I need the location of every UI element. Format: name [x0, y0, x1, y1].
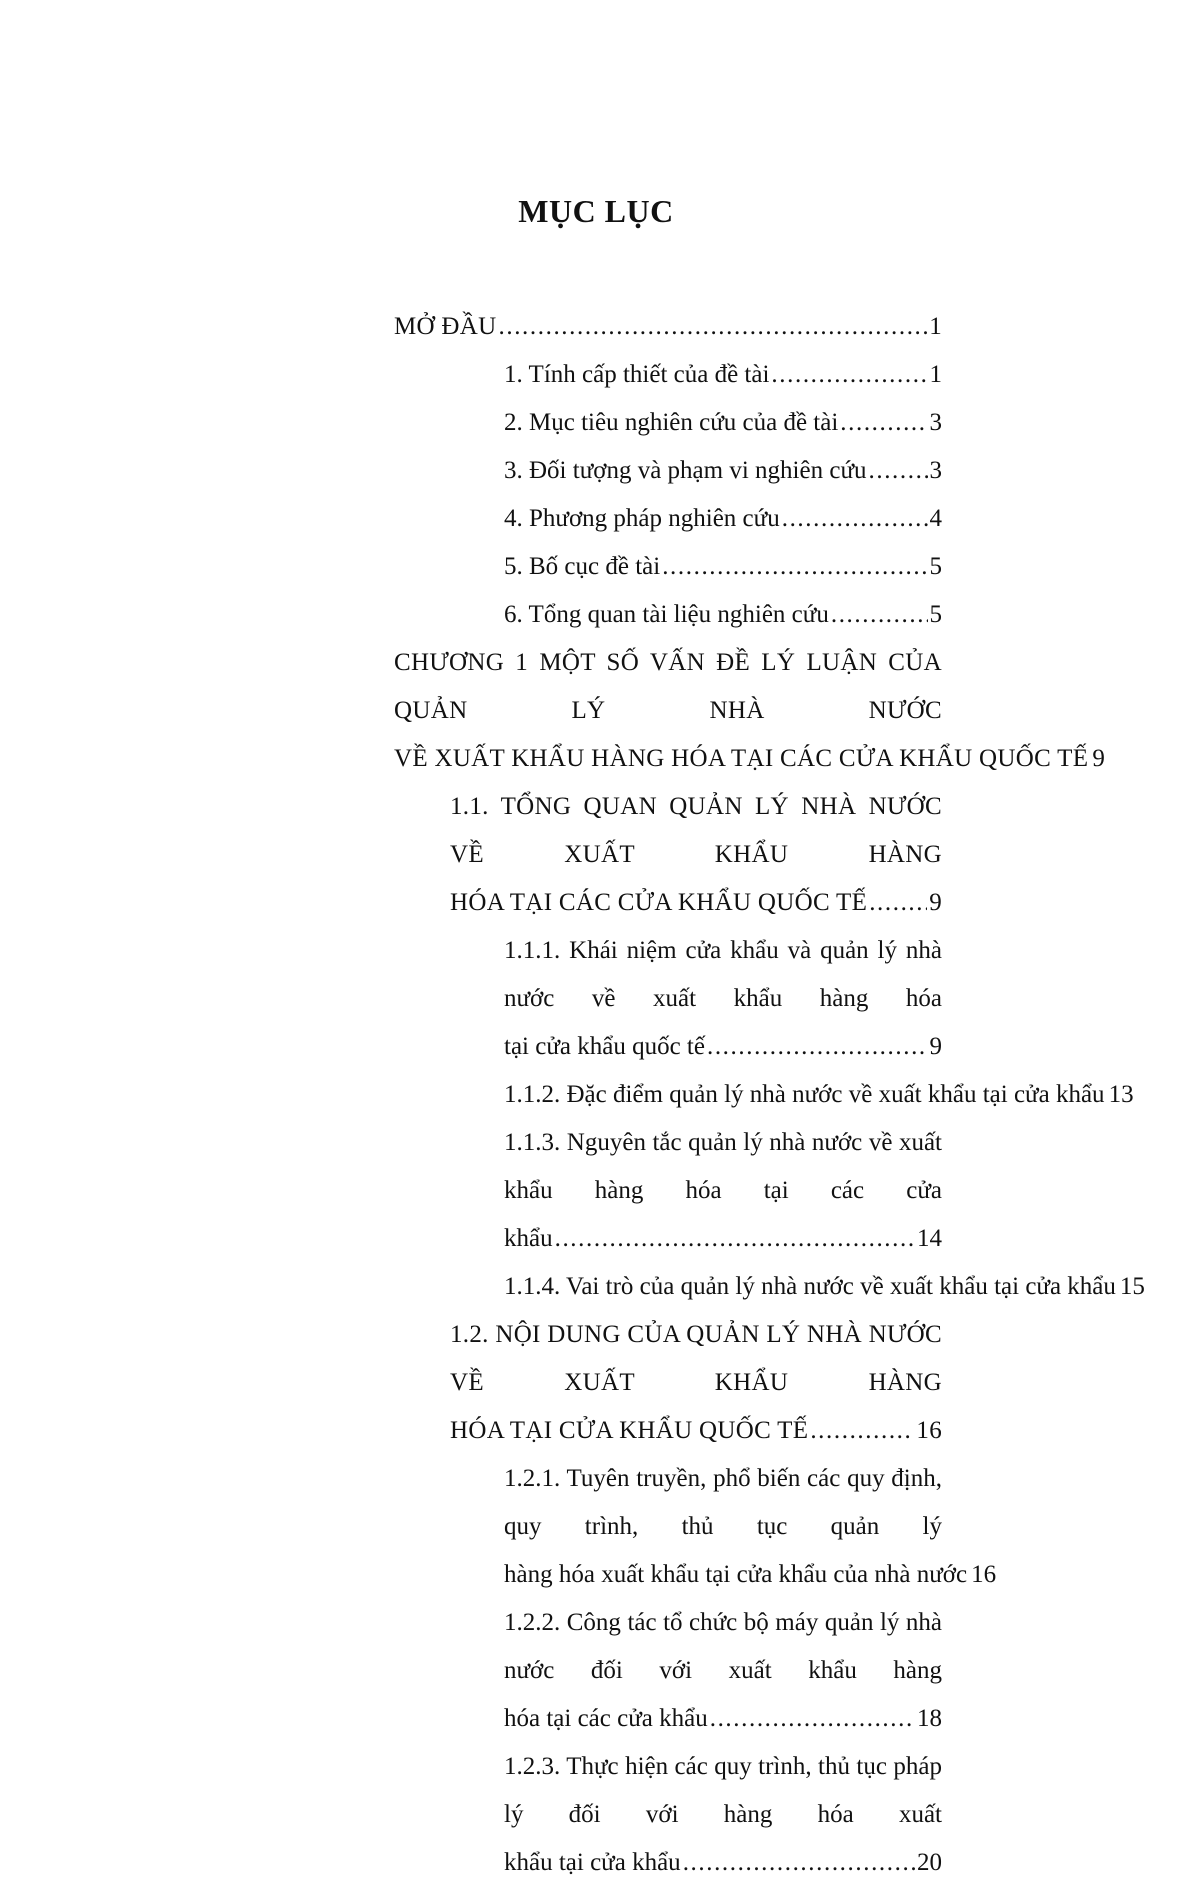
- toc-entry-last-line: [252, 1551, 1067, 1599]
- toc-entry[interactable]: [0, 783, 1192, 927]
- toc-page-number: 1: [929, 361, 942, 388]
- toc-entry-title: 2. Mục tiêu nghiên cứu của đề tài: [504, 409, 839, 436]
- toc-page-number: 9: [929, 1033, 942, 1060]
- toc-entry[interactable]: [0, 1311, 1192, 1455]
- toc-entry[interactable]: [0, 639, 1192, 783]
- toc-leader-dots: [810, 1407, 914, 1455]
- toc-entry-last-line: [252, 591, 1067, 639]
- toc-entry-text-line: 1.2. NỘI DUNG CỦA QUẢN LÝ NHÀ NƯỚC VỀ XUẤT KHẨU HÀNG: [450, 1321, 942, 1396]
- toc-leader-dots: [710, 1695, 915, 1743]
- toc-page-number: 9: [1092, 745, 1106, 772]
- page-title: MỤC LỤC: [518, 193, 674, 229]
- toc-page-number: 5: [929, 553, 942, 580]
- toc-page-number: 20: [917, 1849, 942, 1876]
- toc-entry-last-line: [252, 1023, 1067, 1071]
- toc-leader-dots: [499, 303, 928, 351]
- toc-page-number: 16: [971, 1561, 997, 1588]
- table-of-contents: [0, 303, 1192, 1887]
- toc-leader-dots: [771, 351, 927, 399]
- toc-leader-dots: [555, 1215, 915, 1263]
- toc-leader-dots: [869, 447, 928, 495]
- toc-entry[interactable]: [0, 927, 1192, 1071]
- toc-entry-title: 5. Bố cục đề tài: [504, 553, 661, 580]
- toc-entry-title: HÓA TẠI CÁC CỬA KHẨU QUỐC TẾ: [450, 889, 868, 916]
- toc-entry-last-line: [252, 399, 1067, 447]
- toc-entry-last-line: [197, 735, 1106, 783]
- toc-page-number: 5: [929, 601, 942, 628]
- toc-entry-text-line: 1.2.2. Công tác tổ chức bộ máy quản lý nhà nước đối với xuất khẩu hàng: [504, 1609, 942, 1684]
- toc-entry[interactable]: [0, 1599, 1192, 1743]
- toc-page-number: 18: [917, 1705, 942, 1732]
- toc-page-number: 1: [929, 313, 942, 340]
- toc-page-number: 9: [929, 889, 942, 916]
- toc-entry-title: HÓA TẠI CỬA KHẨU QUỐC TẾ: [450, 1417, 809, 1444]
- toc-page-number: 15: [1119, 1273, 1145, 1300]
- toc-entry-title: 1.1.4. Vai trò của quản lý nhà nước về xuất khẩu tại cửa khẩu: [504, 1273, 1116, 1300]
- toc-entry-text-line: 1.1.1. Khái niệm cửa khẩu và quản lý nhà nước về xuất khẩu hàng hóa: [504, 937, 942, 1012]
- toc-entry-last-line: [252, 1695, 1067, 1743]
- toc-entry[interactable]: [0, 495, 1192, 543]
- toc-entry[interactable]: [0, 543, 1192, 591]
- toc-entry-title: VỀ XUẤT KHẨU HÀNG HÓA TẠI CÁC CỬA KHẨU QUỐC TẾ: [394, 745, 1089, 772]
- toc-page-number: 4: [929, 505, 942, 532]
- toc-entry[interactable]: [0, 399, 1192, 447]
- toc-leader-dots: [707, 1023, 928, 1071]
- toc-entry-text-line: 1.1. TỔNG QUAN QUẢN LÝ NHÀ NƯỚC VỀ XUẤT KHẨU HÀNG: [450, 793, 942, 868]
- toc-leader-dots: [683, 1839, 915, 1887]
- toc-entry-title: 1. Tính cấp thiết của đề tài: [504, 361, 770, 388]
- toc-page-number: 14: [917, 1225, 942, 1252]
- toc-entry-last-line: [225, 1407, 1067, 1455]
- toc-entry-text-line: CHƯƠNG 1 MỘT SỐ VẤN ĐỀ LÝ LUẬN CỦA QUẢN LÝ NHÀ NƯỚC: [394, 649, 942, 724]
- toc-leader-dots: [840, 399, 927, 447]
- toc-entry-title: khẩu tại cửa khẩu: [504, 1849, 681, 1876]
- toc-entry-last-line: [252, 351, 1067, 399]
- toc-entry-text-line: 1.2.1. Tuyên truyền, phổ biến các quy định, quy trình, thủ tục quản lý: [504, 1465, 942, 1540]
- toc-entry-title: hàng hóa xuất khẩu tại cửa khẩu của nhà nước: [504, 1561, 968, 1588]
- toc-entry-last-line: [252, 447, 1067, 495]
- toc-entry-title: 4. Phương pháp nghiên cứu: [504, 505, 780, 532]
- toc-leader-dots: [831, 591, 928, 639]
- toc-leader-dots: [782, 495, 928, 543]
- toc-leader-dots: [869, 879, 927, 927]
- toc-entry-last-line: [252, 495, 1067, 543]
- toc-entry-title: khẩu: [504, 1225, 553, 1252]
- toc-entry-title: 3. Đối tượng và phạm vi nghiên cứu: [504, 457, 867, 484]
- toc-entry-title: 6. Tổng quan tài liệu nghiên cứu: [504, 601, 829, 628]
- toc-entry[interactable]: [0, 1119, 1192, 1263]
- toc-entry-last-line: [252, 1839, 1067, 1887]
- toc-entry-last-line: [197, 303, 1067, 351]
- toc-entry[interactable]: [0, 1743, 1192, 1887]
- toc-entry[interactable]: [0, 591, 1192, 639]
- toc-entry[interactable]: [0, 1455, 1192, 1599]
- toc-entry-last-line: [252, 1263, 1145, 1311]
- toc-entry-text-line: 1.2.3. Thực hiện các quy trình, thủ tục pháp lý đối với hàng hóa xuất: [504, 1753, 942, 1828]
- toc-page-number: 3: [929, 409, 942, 436]
- toc-entry[interactable]: [0, 303, 1192, 351]
- toc-entry[interactable]: [0, 351, 1192, 399]
- toc-page-number: 3: [929, 457, 942, 484]
- toc-entry[interactable]: [0, 447, 1192, 495]
- toc-entry-last-line: [252, 1215, 1067, 1263]
- toc-entry-last-line: [225, 879, 1067, 927]
- toc-page-number: 13: [1108, 1081, 1134, 1108]
- toc-entry-text-line: 1.1.3. Nguyên tắc quản lý nhà nước về xuất khẩu hàng hóa tại các cửa: [504, 1129, 942, 1204]
- toc-entry-title: tại cửa khẩu quốc tế: [504, 1033, 705, 1060]
- toc-entry[interactable]: [0, 1263, 1192, 1311]
- toc-entry-last-line: [252, 1071, 1134, 1119]
- toc-entry-title: MỞ ĐẦU: [394, 313, 497, 340]
- toc-page-number: 16: [916, 1417, 942, 1444]
- toc-entry[interactable]: [0, 1071, 1192, 1119]
- toc-leader-dots: [662, 543, 927, 591]
- toc-entry-title: hóa tại các cửa khẩu: [504, 1705, 708, 1732]
- toc-entry-title: 1.1.2. Đặc điểm quản lý nhà nước về xuất khẩu tại cửa khẩu: [504, 1081, 1105, 1108]
- toc-entry-last-line: [252, 543, 1067, 591]
